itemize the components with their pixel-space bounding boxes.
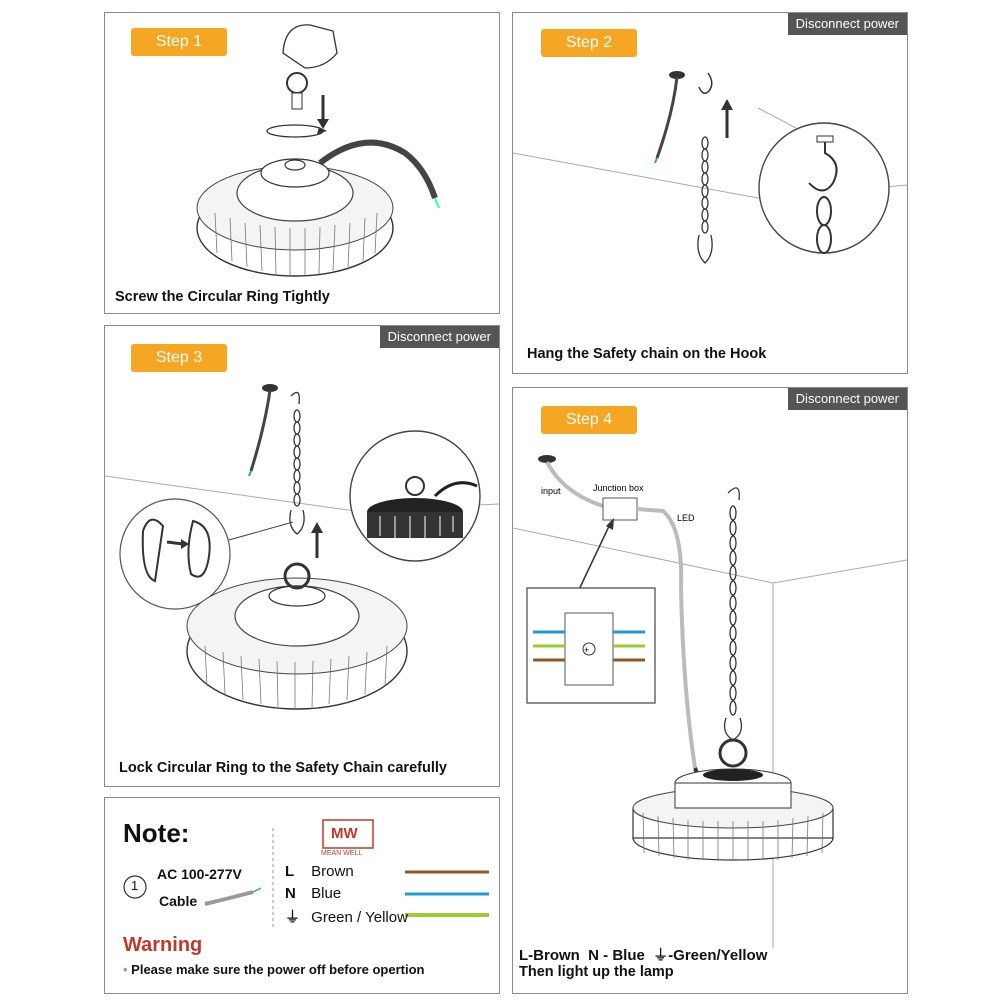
wire-name-brown: Brown	[311, 863, 354, 880]
note-number: 1	[131, 878, 139, 893]
step1-panel	[104, 12, 500, 314]
step2-illustration	[513, 13, 907, 373]
step2-badge: Step 2	[541, 29, 637, 57]
wire-letter-l: L	[285, 863, 295, 880]
wire-name-blue: Blue	[311, 885, 342, 902]
note-ac-rating: AC 100-277V	[157, 866, 242, 882]
step4-panel	[512, 387, 908, 994]
note-title: Note:	[123, 818, 190, 848]
step4-legend-line: L-Brown N - Blue ⏚-Green/Yellow	[519, 947, 768, 964]
note-cable-label: Cable	[159, 893, 198, 909]
wire-name-green-yellow: Green / Yellow	[311, 909, 408, 926]
warning-text	[123, 962, 424, 977]
wire-row-n	[285, 885, 341, 902]
svg-text:+: +	[584, 645, 590, 655]
step3-panel	[104, 325, 500, 787]
step1-badge: Step 1	[131, 28, 227, 56]
step4-caption: Then light up the lamp	[519, 964, 674, 980]
step4-disconnect-power-badge: Disconnect power	[788, 388, 907, 410]
warning-message: Please make sure the power off before opertion	[131, 962, 425, 977]
mean-well-logo-text: MEAN WELL	[321, 850, 363, 857]
wire-letter-n: N	[285, 885, 296, 902]
step2-disconnect-power-badge: Disconnect power	[788, 13, 907, 35]
note-panel	[104, 797, 500, 994]
warning-bullet: •	[123, 962, 132, 977]
step3-disconnect-power-badge: Disconnect power	[380, 326, 499, 348]
input-label: input	[541, 486, 561, 496]
svg-text:MW: MW	[331, 825, 358, 842]
step2-panel	[512, 12, 908, 374]
wire-row-l	[285, 863, 354, 880]
step1-caption: Screw the Circular Ring Tightly	[115, 289, 330, 305]
wire-row-ground	[285, 906, 408, 927]
step3-illustration	[105, 326, 499, 786]
ground-icon: ⏚	[285, 909, 301, 926]
step4-illustration	[513, 388, 907, 993]
step3-badge: Step 3	[131, 344, 227, 372]
step4-badge: Step 4	[541, 406, 637, 434]
junction-box-label: Junction box	[593, 483, 644, 493]
step3-caption: Lock Circular Ring to the Safety Chain carefully	[119, 760, 447, 776]
led-label: LED	[677, 513, 695, 523]
warning-title: Warning	[123, 934, 203, 956]
step2-caption: Hang the Safety chain on the Hook	[527, 346, 767, 362]
step1-illustration	[105, 13, 499, 313]
